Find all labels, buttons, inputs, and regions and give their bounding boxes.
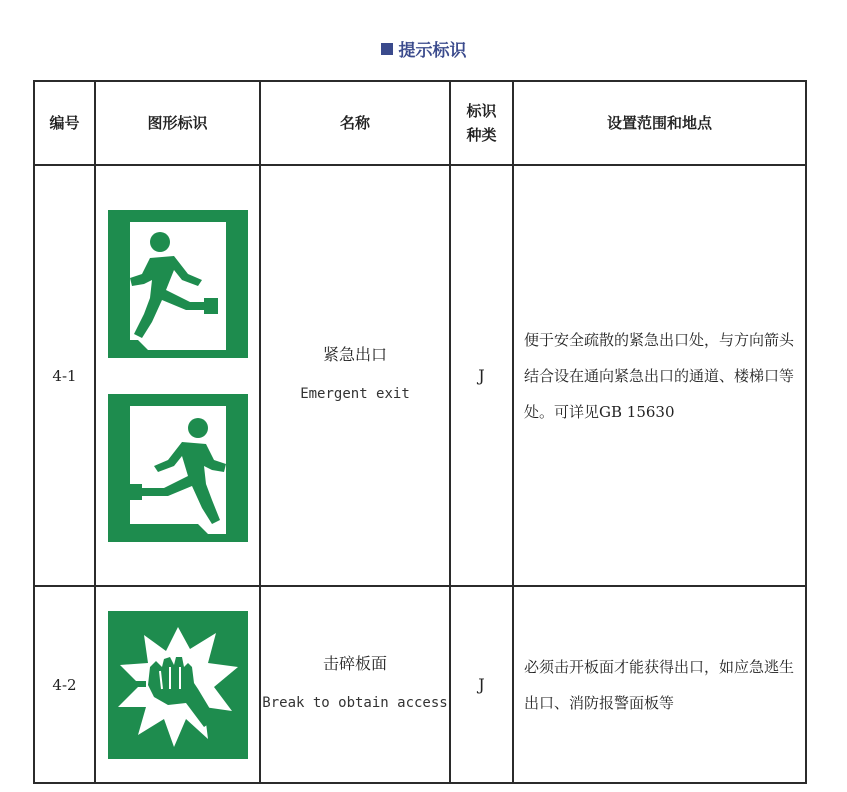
row-type: J — [450, 586, 513, 783]
emergency-exit-right-icon — [108, 394, 248, 542]
header-type-line1: 标识 — [466, 102, 497, 120]
row-name-en: Emergent exit — [300, 386, 410, 402]
row-type: J — [450, 165, 513, 586]
section-title-text: 提示标识 — [398, 41, 467, 61]
table-row — [34, 165, 806, 586]
header-type-line2: 种类 — [466, 126, 497, 144]
table-header-row — [34, 81, 806, 165]
header-graphic: 图形标识 — [95, 81, 260, 165]
section-title — [0, 36, 847, 61]
row-id: 4-2 — [34, 586, 95, 783]
signs-table — [33, 80, 807, 784]
row-id: 4-1 — [34, 165, 95, 586]
row-location: 便于安全疏散的紧急出口处，与方向箭头结合设在通向紧急出口的通道、楼梯口等处。可详见GB 15630 — [513, 165, 806, 586]
table-row — [34, 586, 806, 783]
emergency-exit-left-icon — [108, 210, 248, 358]
row-location: 必须击开板面才能获得出口，如应急逃生出口、消防报警面板等 — [513, 586, 806, 783]
header-location: 设置范围和地点 — [513, 81, 806, 165]
row-graphic — [95, 165, 260, 586]
square-bullet-icon — [381, 43, 393, 55]
header-type — [450, 81, 513, 165]
header-name: 名称 — [260, 81, 450, 165]
header-id: 编号 — [34, 81, 95, 165]
row-graphic — [95, 586, 260, 783]
row-name-zh: 紧急出口 — [322, 345, 387, 364]
row-name — [260, 586, 450, 783]
break-glass-icon — [108, 611, 248, 759]
row-name-en: Break to obtain access — [262, 695, 448, 711]
row-name — [260, 165, 450, 586]
row-name-zh: 击碎板面 — [322, 654, 387, 673]
